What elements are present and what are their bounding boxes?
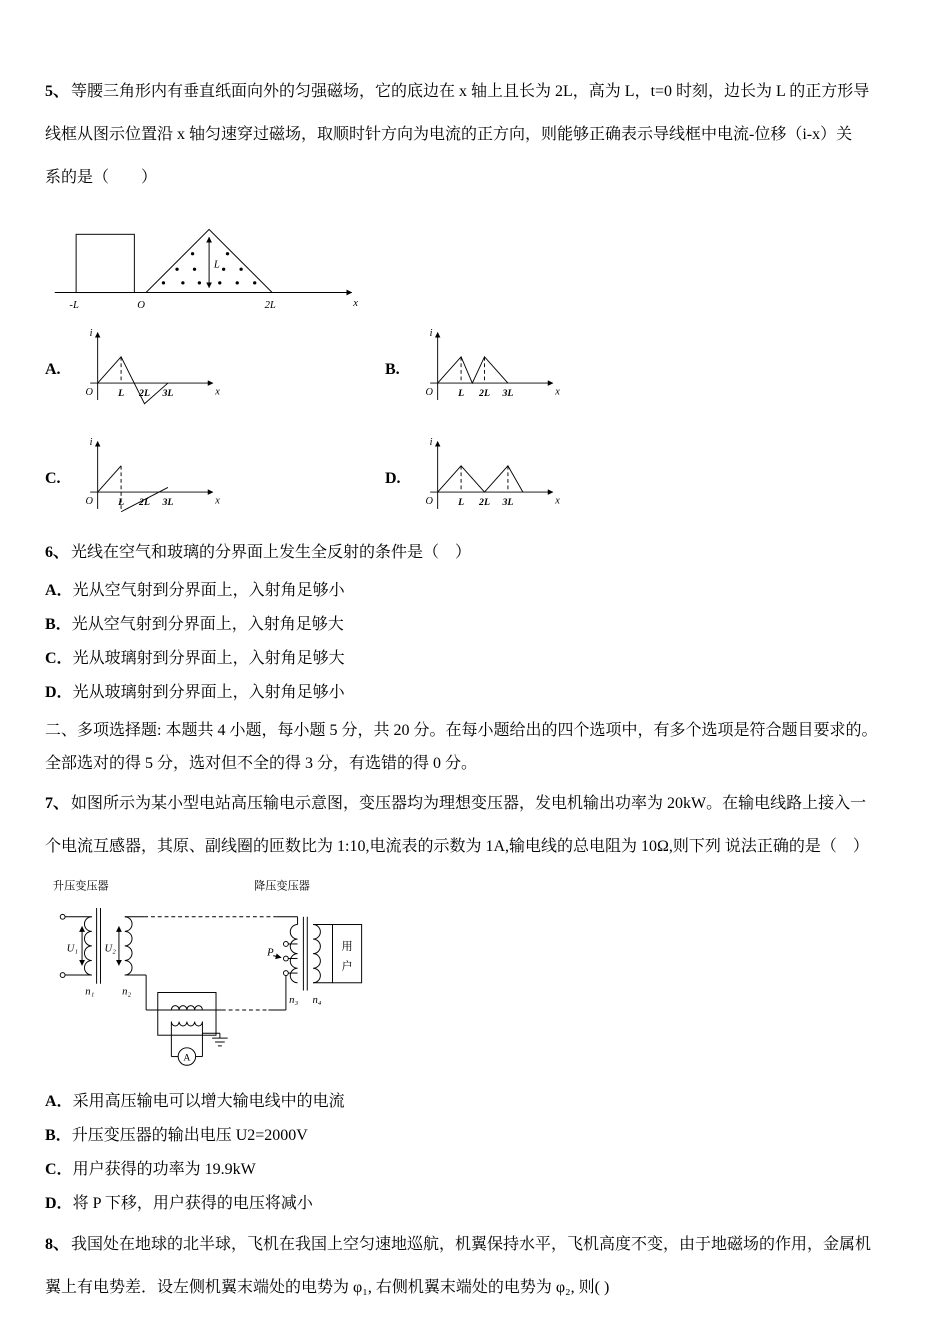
secondary-coil (313, 925, 320, 983)
o-label: O (85, 387, 93, 399)
q7-option-d-label: D． (45, 1195, 73, 1212)
current-transformer (158, 992, 228, 1065)
curve-a (98, 357, 168, 404)
q6-option-d-text: 光从玻璃射到分界面上，入射角足够小 (72, 684, 345, 701)
primary-coil (84, 917, 91, 975)
tap-terminal (283, 942, 288, 947)
o-label: O (425, 496, 433, 508)
q7-text-1: 如图所示为某小型电站高压输电示意图，变压器均为理想变压器，发电机输出功率为 20kW。在输电线路上接入一 (71, 795, 867, 812)
option-b-label: B. (385, 360, 400, 378)
q5-line-2 (45, 113, 905, 156)
q5-option-b (385, 325, 725, 414)
x-label: x (215, 386, 220, 398)
q7-option-c (45, 1153, 905, 1187)
q5-option-d (385, 434, 725, 523)
q6-option-c-text: 光从玻璃射到分界面上，入射角足够大 (72, 650, 345, 667)
question-7 (45, 782, 905, 1221)
x-axis-label: x (353, 297, 359, 310)
primary-coil (290, 925, 297, 983)
q8-text-1: 我国处在地球的北半球，飞机在我国上空匀速地巡航，机翼保持水平，飞机高度不变，由于地磁场的作用，金属机 (71, 1236, 872, 1253)
option-c-label: C. (45, 469, 61, 487)
step-down-transformer (266, 917, 362, 1006)
i-label: i (429, 437, 433, 449)
n4-label: n₄ (312, 994, 322, 1007)
q5-graph-a (77, 325, 227, 414)
x-label: x (215, 495, 220, 507)
tick-2l: 2L (479, 388, 490, 400)
ammeter-label: A (183, 1052, 191, 1064)
user-label-top: 用 (341, 940, 353, 953)
u1-label: U₁ (66, 942, 79, 955)
tick-2l: 2L (139, 497, 150, 509)
q7-line-2 (45, 825, 905, 868)
ct-secondary-coil (171, 1022, 202, 1026)
wire-loop-square (76, 234, 134, 292)
secondary-coil (125, 917, 132, 975)
q7-option-c-text: 用户获得的功率为 19.9kW (72, 1161, 256, 1178)
tick-2l: 2L (479, 497, 490, 509)
tick-l: L (458, 388, 465, 400)
q8-text-2: 翼上有电势差．设左侧机翼末端处的电势为 φ₁, 右侧机翼末端处的电势为 φ₂, 则( ) (45, 1279, 610, 1296)
q6-option-c (45, 642, 905, 676)
o-label: O (425, 387, 433, 399)
q5-line-3 (45, 156, 905, 199)
step-up-transformer-label: 升压变压器 (52, 880, 109, 893)
x-label: x (555, 386, 560, 398)
x-label: x (555, 495, 560, 507)
tap-terminal (283, 956, 288, 961)
q6-option-b-label: B． (45, 616, 72, 633)
user-label-bottom: 户 (341, 961, 353, 974)
n1-label: n₁ (85, 985, 95, 998)
q5-option-a (45, 325, 385, 414)
q6-number: 6、 (45, 544, 70, 561)
step-down-transformer-label: 降压变压器 (254, 880, 310, 893)
q6-option-a (45, 574, 905, 608)
q5-line-1 (45, 70, 905, 113)
q5-graph-d (417, 434, 567, 523)
q5-option-c (45, 434, 385, 523)
q6-option-d-label: D． (45, 684, 73, 701)
q7-line-1 (45, 782, 905, 825)
q8-line-1 (45, 1223, 905, 1266)
q5-figure (47, 205, 377, 317)
q5-text-2: 线框从图示位置沿 x 轴匀速穿过磁场，取顺时针方向为电流的正方向，则能够正确表示导线框中电流-位移（i-x）关 (45, 126, 853, 143)
q7-option-d-text: 将 P 下移，用户获得的电压将减小 (72, 1195, 313, 1212)
tick-l: L (118, 388, 125, 400)
step-up-transformer (60, 908, 146, 997)
tick-l: L (118, 497, 125, 509)
q6-option-b-text: 光从空气射到分界面上，入射角足够大 (71, 616, 344, 633)
tick-l: L (458, 497, 465, 509)
neg-l-label: -L (69, 299, 79, 312)
tick-3l: 3L (502, 388, 514, 400)
i-label: i (89, 328, 93, 340)
input-terminal-top (60, 914, 65, 919)
q7-option-b-label: B． (45, 1127, 72, 1144)
input-terminal-bottom (60, 973, 65, 978)
p-arrow (273, 956, 281, 958)
q5-number: 5、 (45, 83, 70, 100)
transmission-lines (144, 917, 297, 1010)
curve-c1 (98, 466, 121, 492)
tick-3l: 3L (162, 388, 174, 400)
section-2-line-2: 全部选对的得 5 分，选对但不全的得 3 分，有选错的得 0 分。 (45, 755, 478, 772)
question-8 (45, 1223, 905, 1309)
question-5 (45, 70, 905, 523)
ct-box (158, 992, 216, 1035)
q8-number: 8、 (45, 1236, 70, 1253)
option-d-label: D. (385, 469, 401, 487)
q7-option-a (45, 1085, 905, 1119)
tick-3l: 3L (162, 497, 174, 509)
o-label: O (85, 496, 93, 508)
n2-label: n₂ (122, 985, 132, 998)
q7-number: 7、 (45, 795, 70, 812)
user-box (333, 925, 362, 983)
q7-circuit-figure (49, 876, 384, 1075)
q7-option-d (45, 1187, 905, 1221)
height-label: L (213, 258, 220, 271)
option-a-label: A. (45, 360, 61, 378)
q6-stem-text: 光线在空气和玻璃的分界面上发生全反射的条件是（ ） (71, 544, 472, 561)
q5-graph-b (417, 325, 567, 414)
q8-line-2 (45, 1266, 905, 1309)
two-l-label: 2L (264, 299, 276, 312)
q5-text-3: 系的是（ ） (45, 169, 158, 186)
q7-option-a-label: A． (45, 1093, 73, 1110)
q7-option-a-text: 采用高压输电可以增大输电线中的电流 (72, 1093, 345, 1110)
i-label: i (89, 437, 93, 449)
p-slider-label: P (267, 946, 274, 959)
q7-option-c-label: C． (45, 1161, 73, 1178)
tap-terminal (283, 971, 288, 976)
q7-option-b-text: 升压变压器的输出电压 U2=2000V (71, 1127, 308, 1144)
section-2-line-1: 二、多项选择题: 本题共 4 小题，每小题 5 分，共 20 分。在每小题给出的四个选项中，有多个选项是符合题目要求的。 (45, 722, 878, 739)
u2-label: U₂ (104, 942, 116, 955)
q6-option-b (45, 608, 905, 642)
curve-b (438, 357, 508, 383)
q5-graph-options (45, 325, 905, 523)
curve-d (438, 466, 523, 492)
q6-option-a-label: A． (45, 582, 73, 599)
origin-label: O (137, 299, 145, 312)
tick-2l: 2L (139, 388, 150, 400)
i-label: i (429, 328, 433, 340)
n3-label: n₃ (289, 994, 299, 1007)
q6-option-d (45, 676, 905, 710)
q6-option-a-text: 光从空气射到分界面上，入射角足够小 (72, 582, 345, 599)
tick-3l: 3L (502, 497, 514, 509)
q6-option-c-label: C． (45, 650, 73, 667)
section-2-header (45, 714, 905, 780)
q5-text-1: 等腰三角形内有垂直纸面向外的匀强磁场，它的底边在 x 轴上且长为 2L，高为 L，t=0 时刻，边长为 L 的正方形导 (71, 83, 870, 100)
question-6 (45, 531, 905, 710)
ct-primary-coil (171, 1006, 202, 1010)
q6-stem (45, 531, 905, 574)
q7-option-b (45, 1119, 905, 1153)
q7-text-2: 个电流互感器，其原、副线圈的匝数比为 1:10,电流表的示数为 1A,输电线的总电阻为 10Ω,则下列 说法正确的是（ ） (45, 838, 869, 855)
q5-graph-c (77, 434, 227, 523)
